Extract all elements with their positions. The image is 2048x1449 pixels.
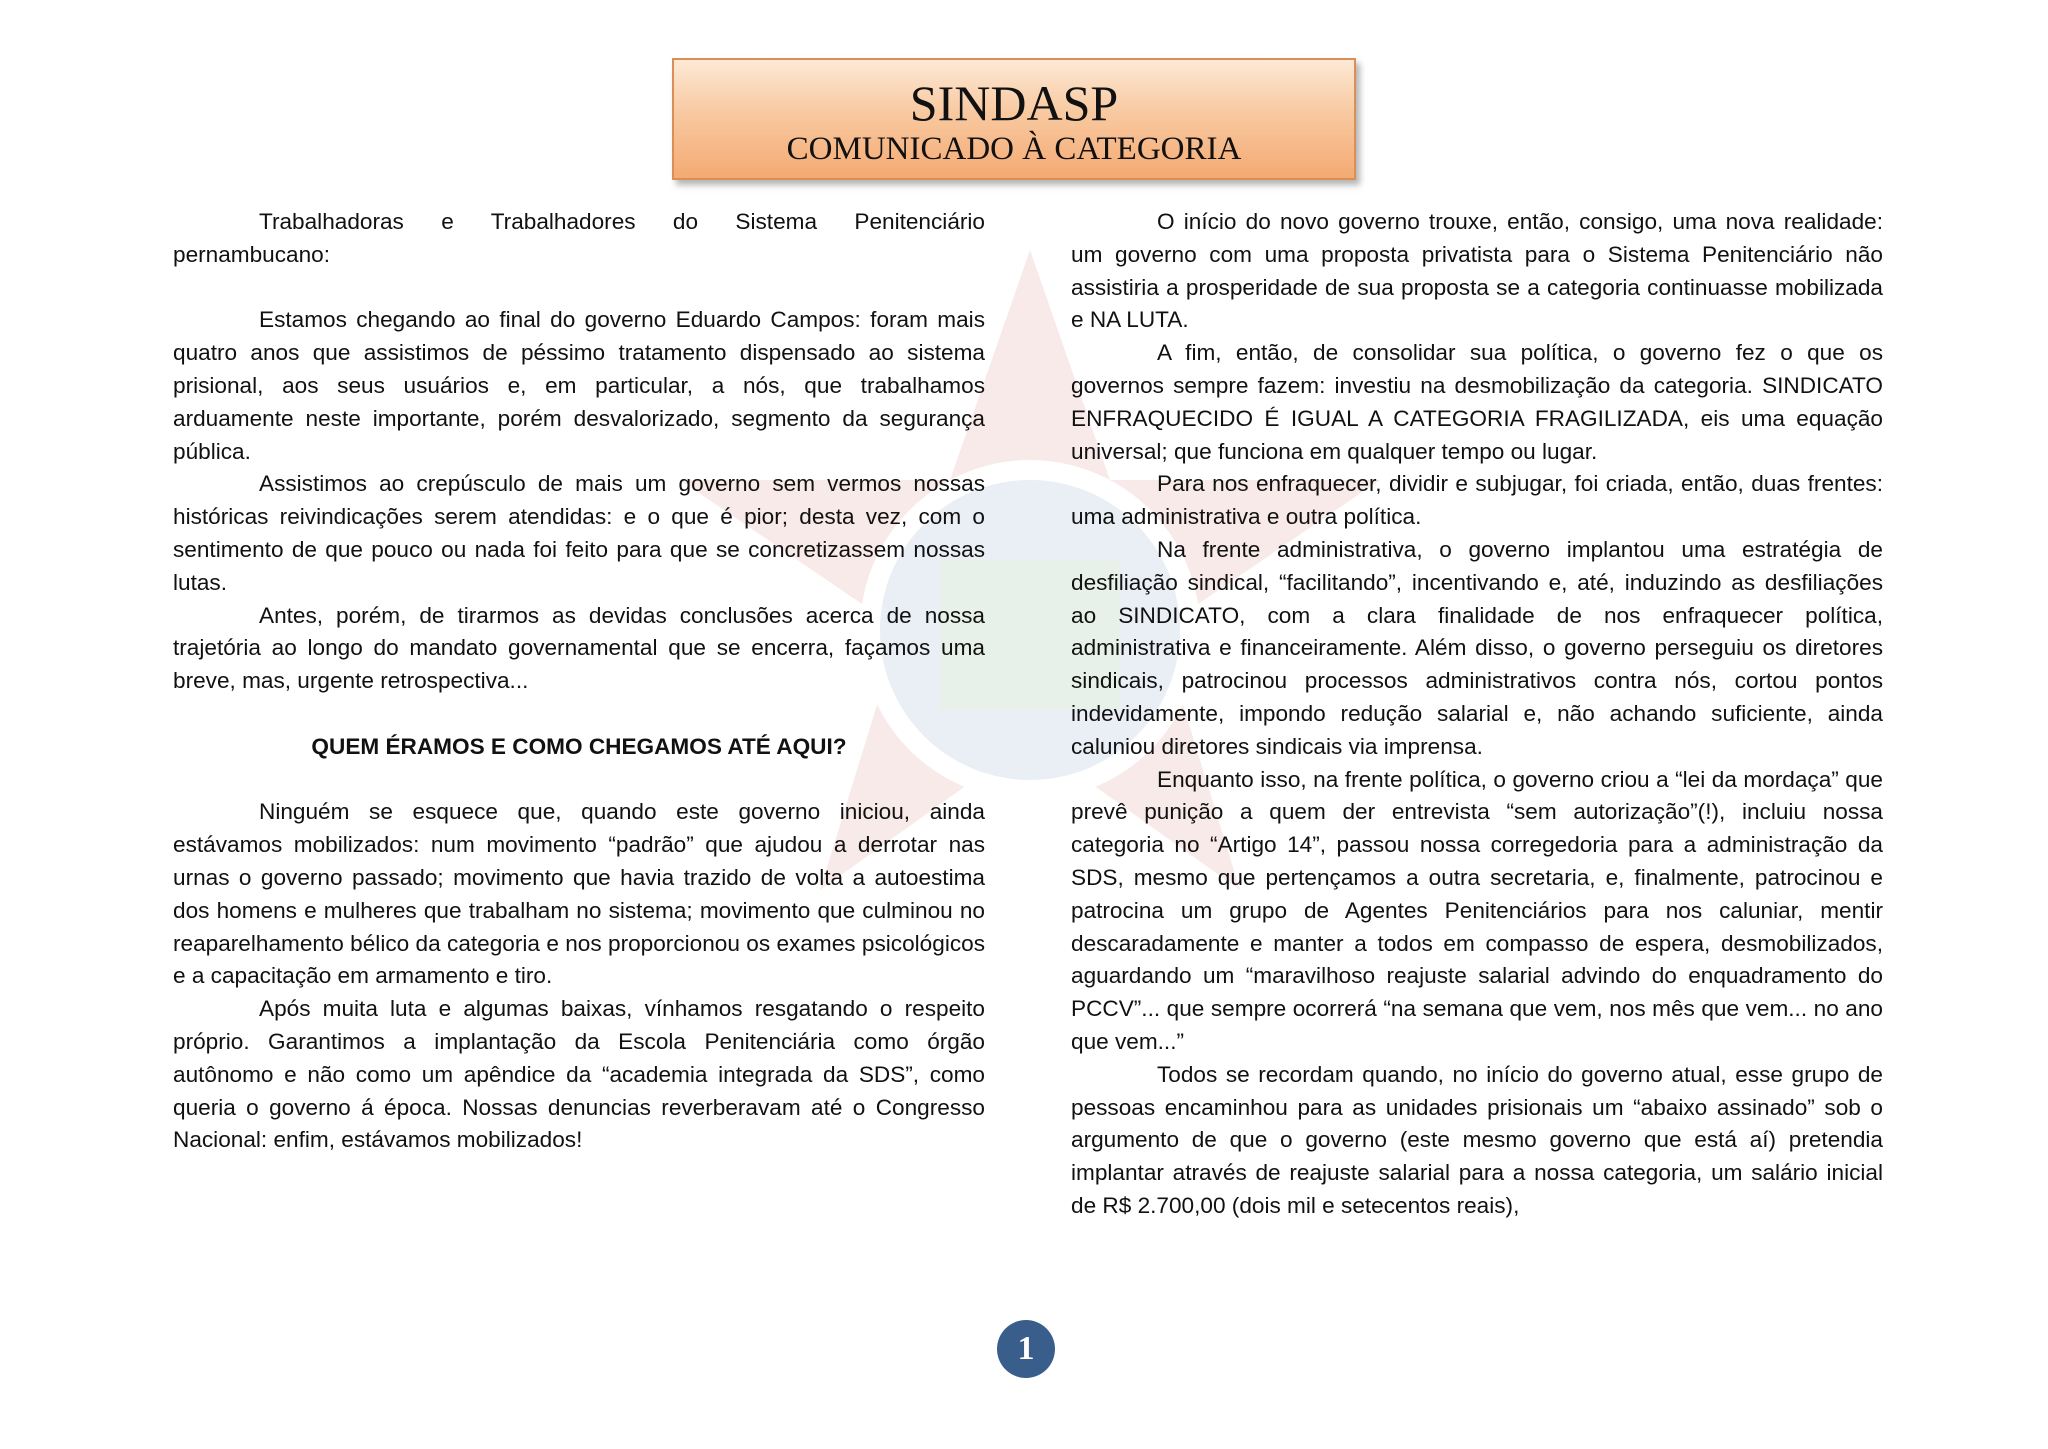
paragraph: Enquanto isso, na frente política, o governo criou a “lei da mordaça” que prevê punição a quem der entrevista “sem autorização”(!), incluiu nossa categoria no “Artigo 14”, passou nossa corregedoria para a administração da SDS, mesmo que pertençamos a outra secretaria, e, finalmente, patrocinou e patrocina um grupo de Agentes Penitenciários para nos caluniar, mentir descaradamente e manter a todos em compasso de espera, desmobilizados, aguardando um “maravilhoso reajuste salarial advindo do enquadramento do PCCV”... que sempre ocorrerá “na semana que vem, nos mês que vem... no ano que vem...”	[1071, 766, 1883, 1054]
paragraph: Após muita luta e algumas baixas, vínhamos resgatando o respeito próprio. Garantimos a implantação da Escola Penitenciária como órgão autônomo e não como um apêndice da “academia integrada da SDS”, como queria o governo á época. Nossas denuncias reverberavam até o Congresso Nacional: enfim, estávamos mobilizados!	[173, 996, 985, 1153]
paragraph: Todos se recordam quando, no início do governo atual, esse grupo de pessoas encaminhou para as unidades prisionais um “abaixo assinado” sob o argumento de que o governo (este mesmo governo que está aí) pretendia implantar através de reajuste salarial para a nossa categoria, um salário inicial de R$ 2.700,00 (dois mil e setecentos reais),	[1071, 1061, 1883, 1218]
paragraph: Assistimos ao crepúsculo de mais um governo sem vermos nossas históricas reivindicações serem atendidas: e o que é pior; desta vez, com o sentimento de que pouco ou nada foi feito para que se concretizassem nossas lutas.	[173, 471, 985, 595]
page-number-badge: 1	[997, 1320, 1055, 1378]
paragraph-gap	[173, 764, 985, 797]
paragraph-gap	[173, 272, 985, 305]
header-subtitle: COMUNICADO À CATEGORIA	[786, 131, 1242, 167]
paragraph: Antes, porém, de tirarmos as devidas conclusões acerca de nossa trajetória ao longo do mandato governamental que se encerra, façamos uma breve, mas, urgente retrospectiva...	[173, 602, 985, 694]
paragraph-gap	[173, 698, 985, 731]
header-title: SINDASP	[909, 75, 1119, 131]
section-heading: QUEM ÉRAMOS E COMO CHEGAMOS ATÉ AQUI?	[311, 733, 847, 759]
right-column	[1071, 206, 1883, 1223]
left-column	[173, 206, 985, 1157]
paragraph: Na frente administrativa, o governo implantou uma estratégia de desfiliação sindical, “facilitando”, incentivando e, até, induzindo as desfiliações ao SINDICATO, com a clara finalidade de nos enfraquecer política, administrativa e financeiramente. Além disso, o governo perseguiu os diretores sindicais, patrocinou processos administrativos contra nós, cortou pontos indevidamente, impondo redução salarial e, não achando suficiente, ainda caluniou diretores sindicais via imprensa.	[1071, 536, 1883, 759]
paragraph: Trabalhadoras e Trabalhadores do Sistema Penitenciário pernambucano:	[173, 209, 985, 267]
paragraph: Para nos enfraquecer, dividir e subjugar, foi criada, então, duas frentes: uma administrativa e outra política.	[1071, 471, 1883, 530]
paragraph: O início do novo governo trouxe, então, consigo, uma nova realidade: um governo com uma proposta privatista para o Sistema Penitenciário não assistiria a prosperidade de sua proposta se a categoria continuasse mobilizada e NA LUTA.	[1071, 209, 1883, 333]
paragraph: Estamos chegando ao final do governo Eduardo Campos: foram mais quatro anos que assistimos de péssimo tratamento dispensado ao sistema prisional, aos seus usuários e, em particular, a nós, que trabalhamos arduamente neste importante, porém desvalorizado, segmento da segurança pública.	[173, 307, 985, 464]
paragraph: A fim, então, de consolidar sua política, o governo fez o que os governos sempre fazem: investiu na desmobilização da categoria. SINDICATO ENFRAQUECIDO É IGUAL A CATEGORIA FRAGILIZADA, eis uma equação universal; que funciona em qualquer tempo ou lugar.	[1071, 340, 1883, 464]
paragraph: Ninguém se esquece que, quando este governo iniciou, ainda estávamos mobilizados: num movimento “padrão” que ajudou a derrotar nas urnas o governo passado; movimento que havia trazido de volta a autoestima dos homens e mulheres que trabalham no sistema; movimento que culminou no reaparelhamento bélico da categoria e nos proporcionou os exames psicológicos e a capacitação em armamento e tiro.	[173, 799, 985, 989]
header-banner	[672, 58, 1356, 180]
